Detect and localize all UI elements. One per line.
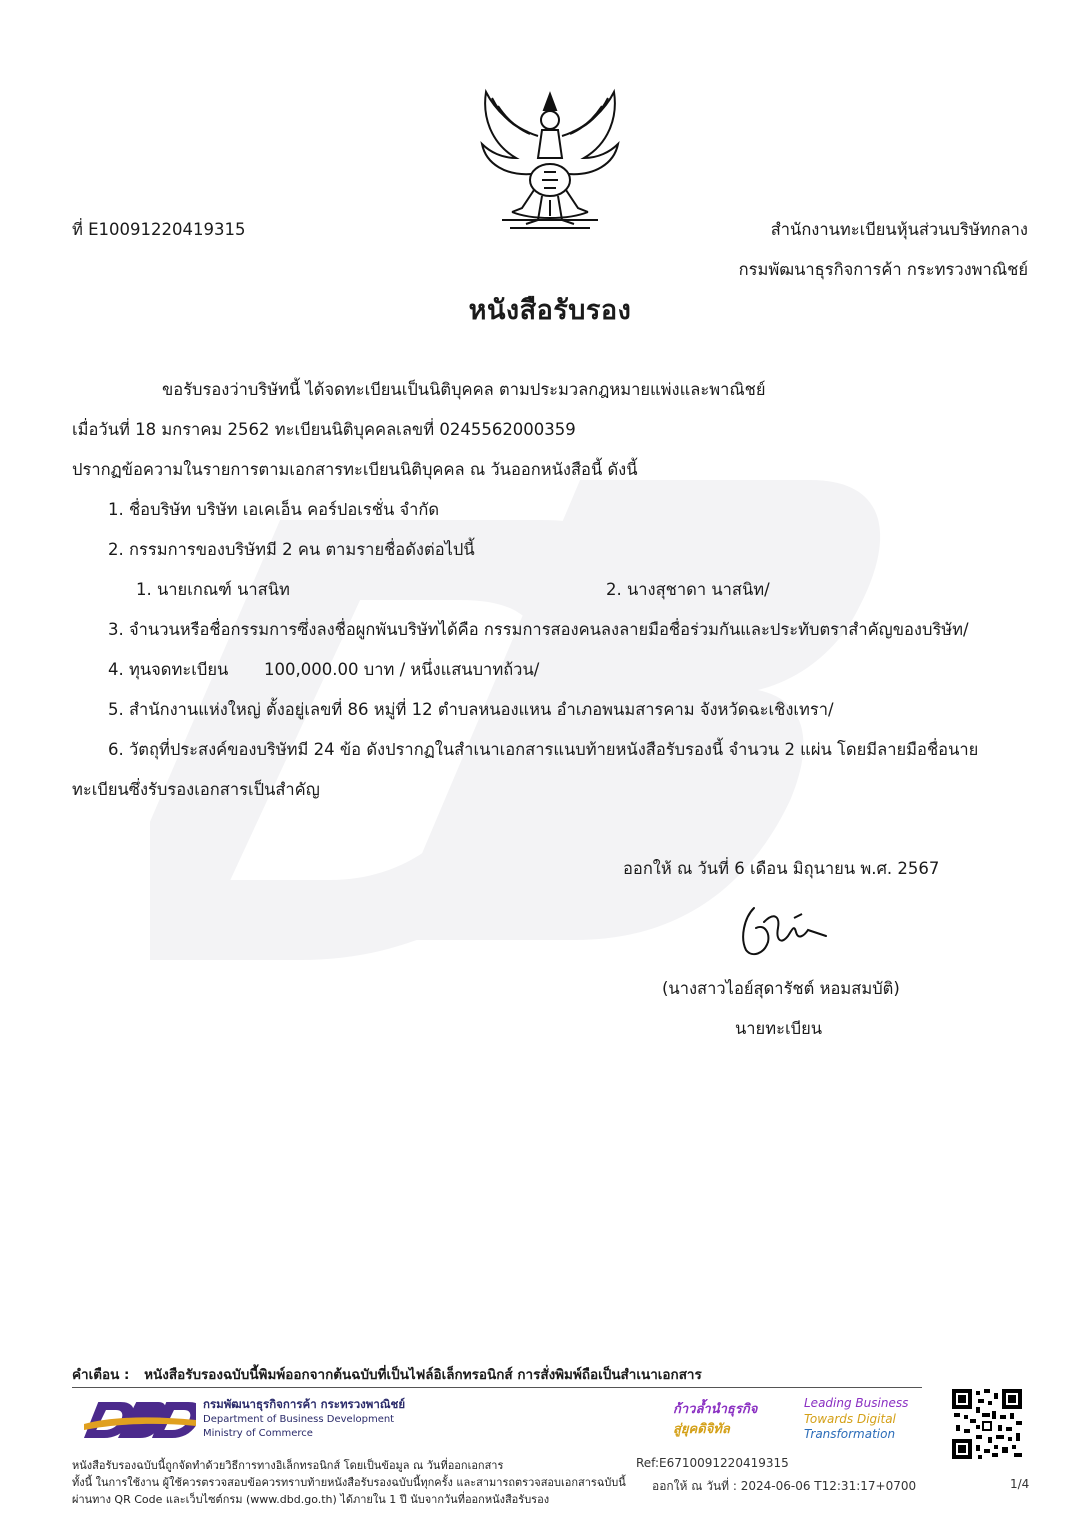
slogan-english bbox=[804, 1396, 908, 1443]
dept-name-english-line2: Ministry of Commerce bbox=[203, 1428, 313, 1439]
footer-note-line1: หนังสือรับรองฉบับนี้ถูกจัดทำด้วยวิธีการทางอิเล็กทรอนิกส์ โดยเป็นข้อมูล ณ วันที่ออกเอกสาร bbox=[72, 1459, 504, 1472]
footer-warning bbox=[72, 1363, 702, 1385]
garuda-emblem-icon bbox=[472, 88, 628, 238]
item-company-name: 1. ชื่อบริษัท บริษัท เอเคเอ็น คอร์ปอเรชั่น จำกัด bbox=[108, 500, 440, 519]
registrar-signature bbox=[734, 902, 834, 962]
item-objectives: 6. วัตถุที่ประสงค์ของบริษัทมี 24 ข้อ ดังปรากฏในสำเนาเอกสารแนบท้ายหนังสือรับรองนี้ จำนวน 2 แผ่น โดยมีลายมือชื่อนาย bbox=[108, 740, 979, 759]
dbd-logo bbox=[84, 1396, 196, 1444]
footer-note-line3: ผ่านทาง QR Code และเว็บไซต์กรม (www.dbd.go.th) ได้ภายใน 1 ปี นับจากวันที่ออกหนังสือรับรอง bbox=[72, 1493, 550, 1506]
footer-divider bbox=[72, 1387, 922, 1388]
item-directors: 2. กรรมการของบริษัทมี 2 คน ตามรายชื่อดังต่อไปนี้ bbox=[108, 540, 475, 559]
slogan-thai-line2: สู่ยุคดิจิทัล bbox=[673, 1422, 730, 1437]
document-reference: Ref:E6710091220419315 bbox=[636, 1456, 789, 1470]
slogan-english-line1: Leading Business bbox=[804, 1396, 909, 1410]
body-paragraph-2: เมื่อวันที่ 18 มกราคม 2562 ทะเบียนนิติบุคคลเลขที่ 0245562000359 bbox=[72, 420, 576, 439]
dept-name-english-line1: Department of Business Development bbox=[203, 1414, 395, 1425]
item-head-office: 5. สำนักงานแห่งใหญ่ ตั้งอยู่เลขที่ 86 หมู่ที่ 12 ตำบลหนองแหน อำเภอพนมสารคาม จังหวัดฉะเชิงเทรา/ bbox=[108, 700, 834, 719]
footer-note-line2: ทั้งนี้ ในการใช้งาน ผู้ใช้ควรตรวจสอบข้อควรทราบท้ายหนังสือรับรองฉบับนี้ทุกครั้ง และสามารถตรวจสอบเอกสารฉบับนี้ bbox=[72, 1476, 626, 1489]
warning-text: หนังสือรับรองฉบับนี้พิมพ์ออกจากต้นฉบับที่เป็นไฟล์อิเล็กทรอนิกส์ การสั่งพิมพ์ถือเป็นสำเนาเอกสาร bbox=[144, 1367, 702, 1383]
slogan-english-line2: Towards Digital bbox=[804, 1411, 896, 1426]
item-signing-authority: 3. จำนวนหรือชื่อกรรมการซึ่งลงชื่อผูกพันบริษัทได้คือ กรรมการสองคนลงลายมือชื่อร่วมกันและประทับตราสำคัญของบริษัท/ bbox=[108, 620, 969, 639]
registrar-position: นายทะเบียน bbox=[735, 1019, 823, 1038]
item-capital-value: 100,000.00 บาท / หนึ่งแสนบาทถ้วน/ bbox=[264, 660, 540, 679]
slogan-thai bbox=[673, 1400, 757, 1440]
issued-date: ออกให้ ณ วันที่ 6 เดือน มิถุนายน พ.ศ. 2567 bbox=[623, 859, 940, 878]
dept-name-thai: กรมพัฒนาธุรกิจการค้า กระทรวงพาณิชย์ bbox=[203, 1397, 406, 1411]
body-paragraph-3: ปรากฏข้อความในรายการตามเอกสารทะเบียนนิติบุคคล ณ วันออกหนังสือนี้ ดังนี้ bbox=[72, 460, 638, 479]
registrar-name: (นางสาวไอย์สุดารัชต์ หอมสมบัติ) bbox=[662, 979, 900, 998]
qr-code-icon[interactable] bbox=[952, 1389, 1022, 1459]
slogan-english-line3: Transformation bbox=[804, 1427, 896, 1441]
dept-name-english bbox=[203, 1413, 394, 1441]
director-2: 2. นางสุชาดา นาสนิท/ bbox=[606, 580, 770, 599]
body-paragraph-1: ขอรับรองว่าบริษัทนี้ ได้จดทะเบียนเป็นนิติบุคคล ตามประมวลกฎหมายแพ่งและพาณิชย์ bbox=[162, 380, 766, 399]
footer-note bbox=[72, 1457, 626, 1508]
issued-timestamp: ออกให้ ณ วันที่ : 2024-06-06 T12:31:17+0700 bbox=[652, 1479, 917, 1493]
warning-label: คำเตือน : bbox=[72, 1367, 130, 1383]
slogan-thai-line1: ก้าวล้ำนำธุรกิจ bbox=[673, 1402, 758, 1417]
issuing-department: กรมพัฒนาธุรกิจการค้า กระทรวงพาณิชย์ bbox=[738, 260, 1028, 279]
item-objectives-cont: ทะเบียนซึ่งรับรองเอกสารเป็นสำคัญ bbox=[72, 780, 320, 799]
item-capital-label: 4. ทุนจดทะเบียน bbox=[108, 660, 229, 679]
reference-number: ที่ E10091220419315 bbox=[72, 220, 246, 239]
document-title: หนังสือรับรอง bbox=[468, 295, 632, 326]
issuing-office: สำนักงานทะเบียนหุ้นส่วนบริษัทกลาง bbox=[770, 220, 1028, 239]
director-1: 1. นายเกณฑ์ นาสนิท bbox=[136, 580, 290, 599]
page-number: 1/4 bbox=[1010, 1477, 1030, 1491]
